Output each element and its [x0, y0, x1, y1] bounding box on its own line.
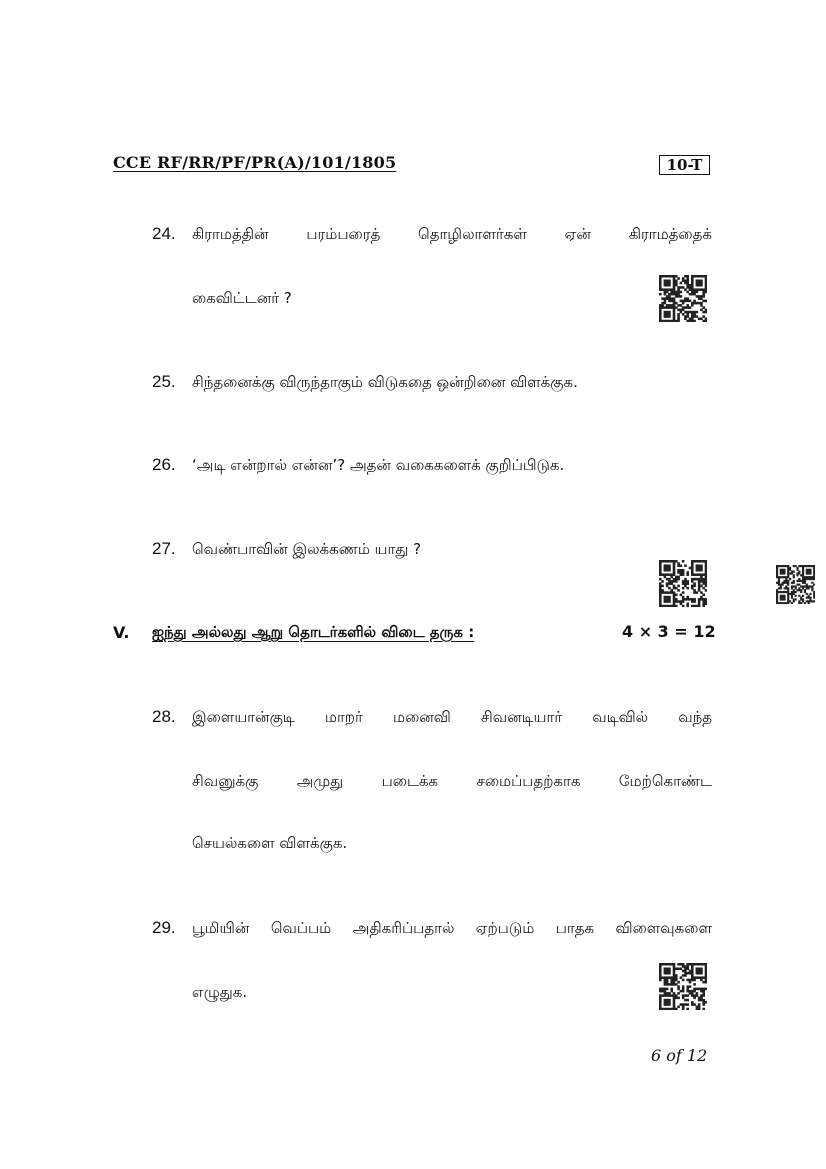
- word: தொழிலாளர்கள்: [418, 225, 527, 243]
- word: வெப்பம்: [270, 919, 332, 937]
- question-number: 26.: [152, 455, 176, 474]
- question-text: சிந்தனைக்கு விருந்தாகும் விடுகதை ஒன்றினை விளக்குக.: [192, 373, 578, 391]
- word: சிவனடியார்: [481, 708, 563, 726]
- section-title: ஐந்து அல்லது ஆறு தொடர்களில் விடை தருக :: [152, 623, 475, 641]
- qr-code-icon: [659, 963, 707, 1010]
- word: விளைவுகளை: [615, 919, 712, 937]
- word: மாறர்: [324, 708, 363, 726]
- question-text-line: செயல்களை விளக்குக.: [192, 834, 348, 852]
- qr-code-icon: [659, 560, 707, 607]
- word: இளையான்குடி: [192, 708, 295, 726]
- qr-code-icon: [659, 275, 707, 322]
- word: பாதக: [555, 919, 595, 937]
- question-number: 29.: [152, 918, 176, 937]
- word: கிராமத்தைக்: [628, 225, 712, 243]
- word: அமுது: [296, 772, 344, 790]
- page-number: 6 of 12: [651, 1046, 708, 1065]
- word: ஏற்படும்: [475, 919, 535, 937]
- question-text-line: [192, 708, 712, 728]
- version-badge: 10-T: [659, 155, 710, 175]
- question-number: 25.: [152, 372, 176, 391]
- question-text-line: [192, 919, 712, 939]
- word: படைக்க: [381, 772, 439, 790]
- question-text: வெண்பாவின் இலக்கணம் யாது ?: [192, 540, 422, 558]
- question-text: ‘அடி என்றால் என்ன’? அதன் வகைகளைக் குறிப்பிடுக.: [192, 456, 565, 474]
- section-marks: 4 × 3 = 12: [622, 622, 716, 641]
- word: பரம்பரைத்: [306, 225, 381, 243]
- exam-code: CCE RF/RR/PF/PR(A)/101/1805: [113, 153, 397, 172]
- question-text-line: கைவிட்டனர் ?: [192, 289, 292, 307]
- word: சமைப்பதற்காக: [476, 772, 581, 790]
- question-number: 28.: [152, 707, 176, 726]
- question-number: 24.: [152, 224, 176, 243]
- word: மேற்கொண்ட: [618, 772, 712, 790]
- question-text-line: [192, 225, 712, 245]
- word: பூமியின்: [192, 919, 250, 937]
- section-number: V.: [113, 623, 130, 642]
- word: சிவனுக்கு: [192, 772, 259, 790]
- question-text-line: [192, 772, 712, 792]
- question-number: 27.: [152, 539, 176, 558]
- word: ஏன்: [564, 225, 591, 243]
- word: வடிவில்: [592, 708, 649, 726]
- word: மனைவி: [393, 708, 451, 726]
- side-qr-code-icon: [776, 565, 815, 604]
- word: வந்த: [678, 708, 712, 726]
- word: கிராமத்தின்: [192, 225, 269, 243]
- question-text-line: எழுதுக.: [192, 983, 248, 1001]
- word: அதிகரிப்பதால்: [352, 919, 455, 937]
